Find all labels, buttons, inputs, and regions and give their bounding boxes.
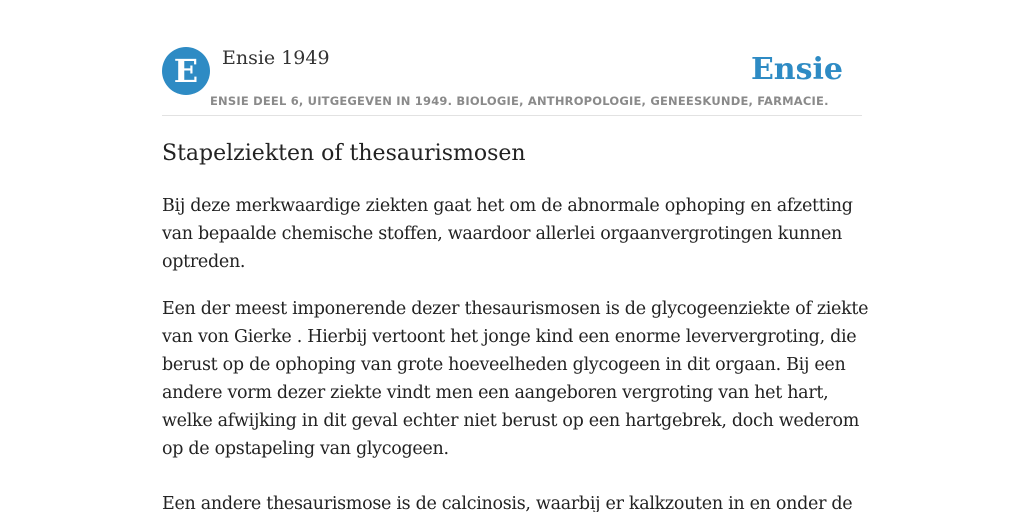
source-name-link[interactable]: Ensie 1949: [222, 47, 330, 69]
paragraph-line: berust op de ophoping van grote hoeveelheden glycogeen in dit orgaan. Bij een: [162, 355, 846, 375]
article-paragraph: [162, 295, 872, 463]
paragraph-line: van von Gierke . Hierbij vertoont het jonge kind een enorme leververgroting, die: [162, 327, 857, 347]
article-title: Stapelziekten of thesaurismosen: [162, 141, 526, 166]
article-paragraph: [162, 192, 872, 276]
paragraph-line: andere vorm dezer ziekte vindt men een aangeboren vergroting van het hart,: [162, 383, 829, 403]
page-header: [162, 46, 862, 116]
paragraph-line: welke afwijking in dit geval echter niet berust op een hartgebrek, doch wederom: [162, 411, 860, 431]
paragraph-line: Een der meest imponerende dezer thesaurismosen is de glycogeenziekte of ziekte: [162, 299, 869, 319]
article-paragraph: [162, 490, 872, 512]
brand-logo-link[interactable]: Ensie: [750, 52, 843, 87]
source-description: ENSIE DEEL 6, UITGEGEVEN IN 1949. BIOLOGIE, ANTHROPOLOGIE, GENEESKUNDE, FARMACIE.: [210, 94, 829, 108]
paragraph-line: optreden.: [162, 252, 246, 272]
paragraph-line: op de opstapeling van glycogeen.: [162, 439, 449, 459]
paragraph-line: Bij deze merkwaardige ziekten gaat het om de abnormale ophoping en afzetting: [162, 196, 853, 216]
paragraph-line: van bepaalde chemische stoffen, waardoor allerlei orgaanvergrotingen kunnen: [162, 224, 843, 244]
ensie-logo-icon[interactable]: E: [162, 47, 210, 95]
paragraph-line: Een andere thesaurismose is de calcinosis, waarbij er kalkzouten in en onder de: [162, 494, 853, 512]
